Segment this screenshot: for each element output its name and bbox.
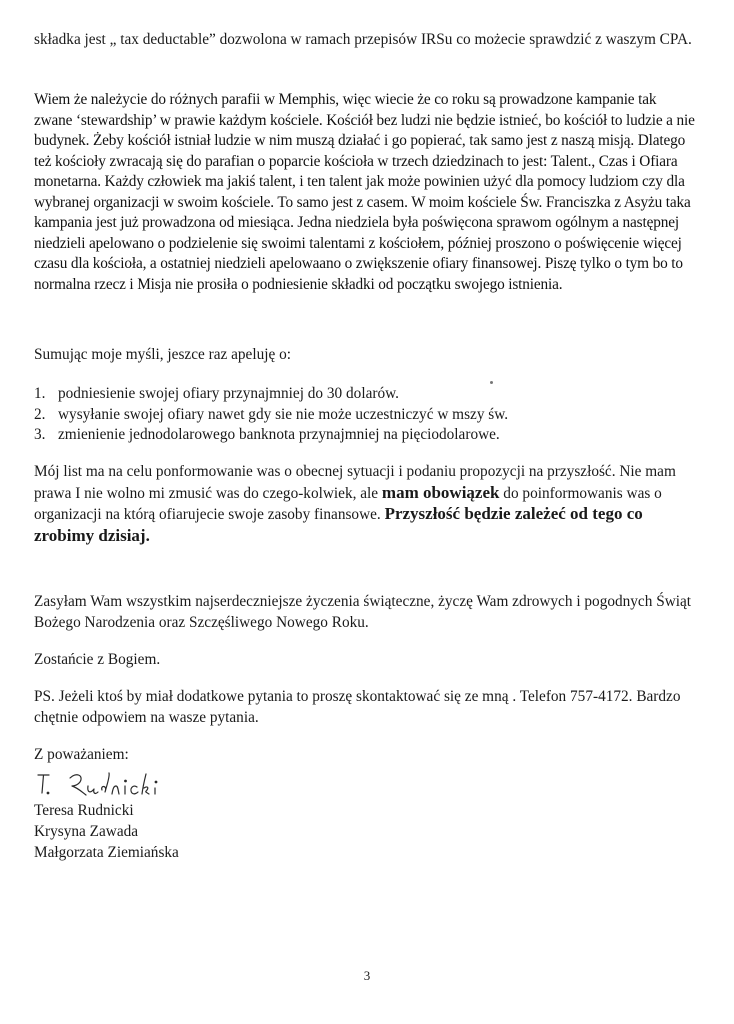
emphasis-obligation: mam obowiązek [381,482,500,502]
paragraph-postscript: PS. Jeżeli ktoś by miał dodatkowe pytania to proszę skontaktować się ze mną . Telefon 757-4172. Bardzo chętnie odpowiem na wasze pytania. [34,688,681,726]
paragraph-purpose: Mój list ma na celu ponformowanie was o obecnej sytuacji i podaniu propozycji na przyszłość. Nie mam prawa I nie wolno mi zmusić was do czego-kolwiek, ale mam obowiązek do poinformowanis was o organizacji na którą ofiarujecie swoje zasoby finansowe. Przyszłość będzie zależeć od tego co zrobimy dzisiaj. [34,463,676,545]
list-item: 3. zmienienie jednodolarowego banknota przynajmniej na pięciodolarowe. [34,426,500,443]
signatories [34,800,698,863]
signatory-name: Małgorzata Ziemiańska [34,844,179,861]
paragraph-greetings: Zasyłam Wam wszystkim najserdeczniejsze życzenia świąteczne, życzę Wam zdrowych i pogodnych Świąt Bożego Narodzenia oraz Szczęśliwego Nowego Roku. [34,593,692,631]
closing-salutation: Z poważaniem: [34,746,129,763]
appeal-list [34,384,698,446]
list-item: 2. wysyłanie swojej ofiary nawet gdy sie nie może uczestniczyć w mszy św. [34,405,509,423]
signatory-name: Krysyna Zawada [34,823,139,840]
signatory-name: Teresa Rudnicki [34,802,134,819]
paragraph-tax-deductible: składka jest „ tax deductable” dozwolona w ramach przepisów IRSu co możecie sprawdzić z waszym CPA. [34,31,692,48]
emphasis-future: Przyszłość będzie zależeć od tego co zrobimy dzisiaj. [34,504,643,545]
paragraph-summary-intro: Sumując moje myśli, jeszce raz apeluję o: [34,346,291,363]
page-number: 3 [363,968,371,983]
paragraph-stewardship: Wiem że należycie do różnych parafii w Memphis, więc wiecie że co roku są prowadzone kampanie tak zwane ‘stewardship’ w prawie każdym kościele. Kościół bez ludzi nie będzie istnieć, bo kościół to ludzie a nie budynek. Żeby kościół istniał ludzie w nim muszą działać i go popierać, tak samo jest z naszą misją. Dlatego też kościoły zwracają się do parafian o poparcie kościoła w trzech dziedzinach to jest: Talent., Czas i Ofiara monetarna. Każdy człowiek ma jakiś talent, i ten talent jak może powinien użyć dla pomocy ludziom czy dla wybranej organizacji w swoim kościele. To samo jest z casem. W moim kościele Św. Franciszka z Asyżu taka kampania jest już prowadzona od miesiąca. Jedna niedziela była poświęcona sprawom ogólnym a następnej niedzieli apelowano o podzielenie się swoimi talentami z kościołem, później proszono o poświęcenie więcej czasu dla kościoła, a ostatniej niedzieli apelowaano o zwiększenie ofiary finansowej. Piszę tylko o tym bo to normalna rzecz i Misja nie prosiła o podniesienie składki od początku swojego istnienia. [34,91,695,293]
scan-speck [490,381,493,384]
handwritten-signature [34,768,194,802]
list-item: 1. podniesienie swojej ofiary przynajmniej do 30 dolarów. [34,385,399,402]
paragraph-farewell: Zostańcie z Bogiem. [34,651,161,668]
